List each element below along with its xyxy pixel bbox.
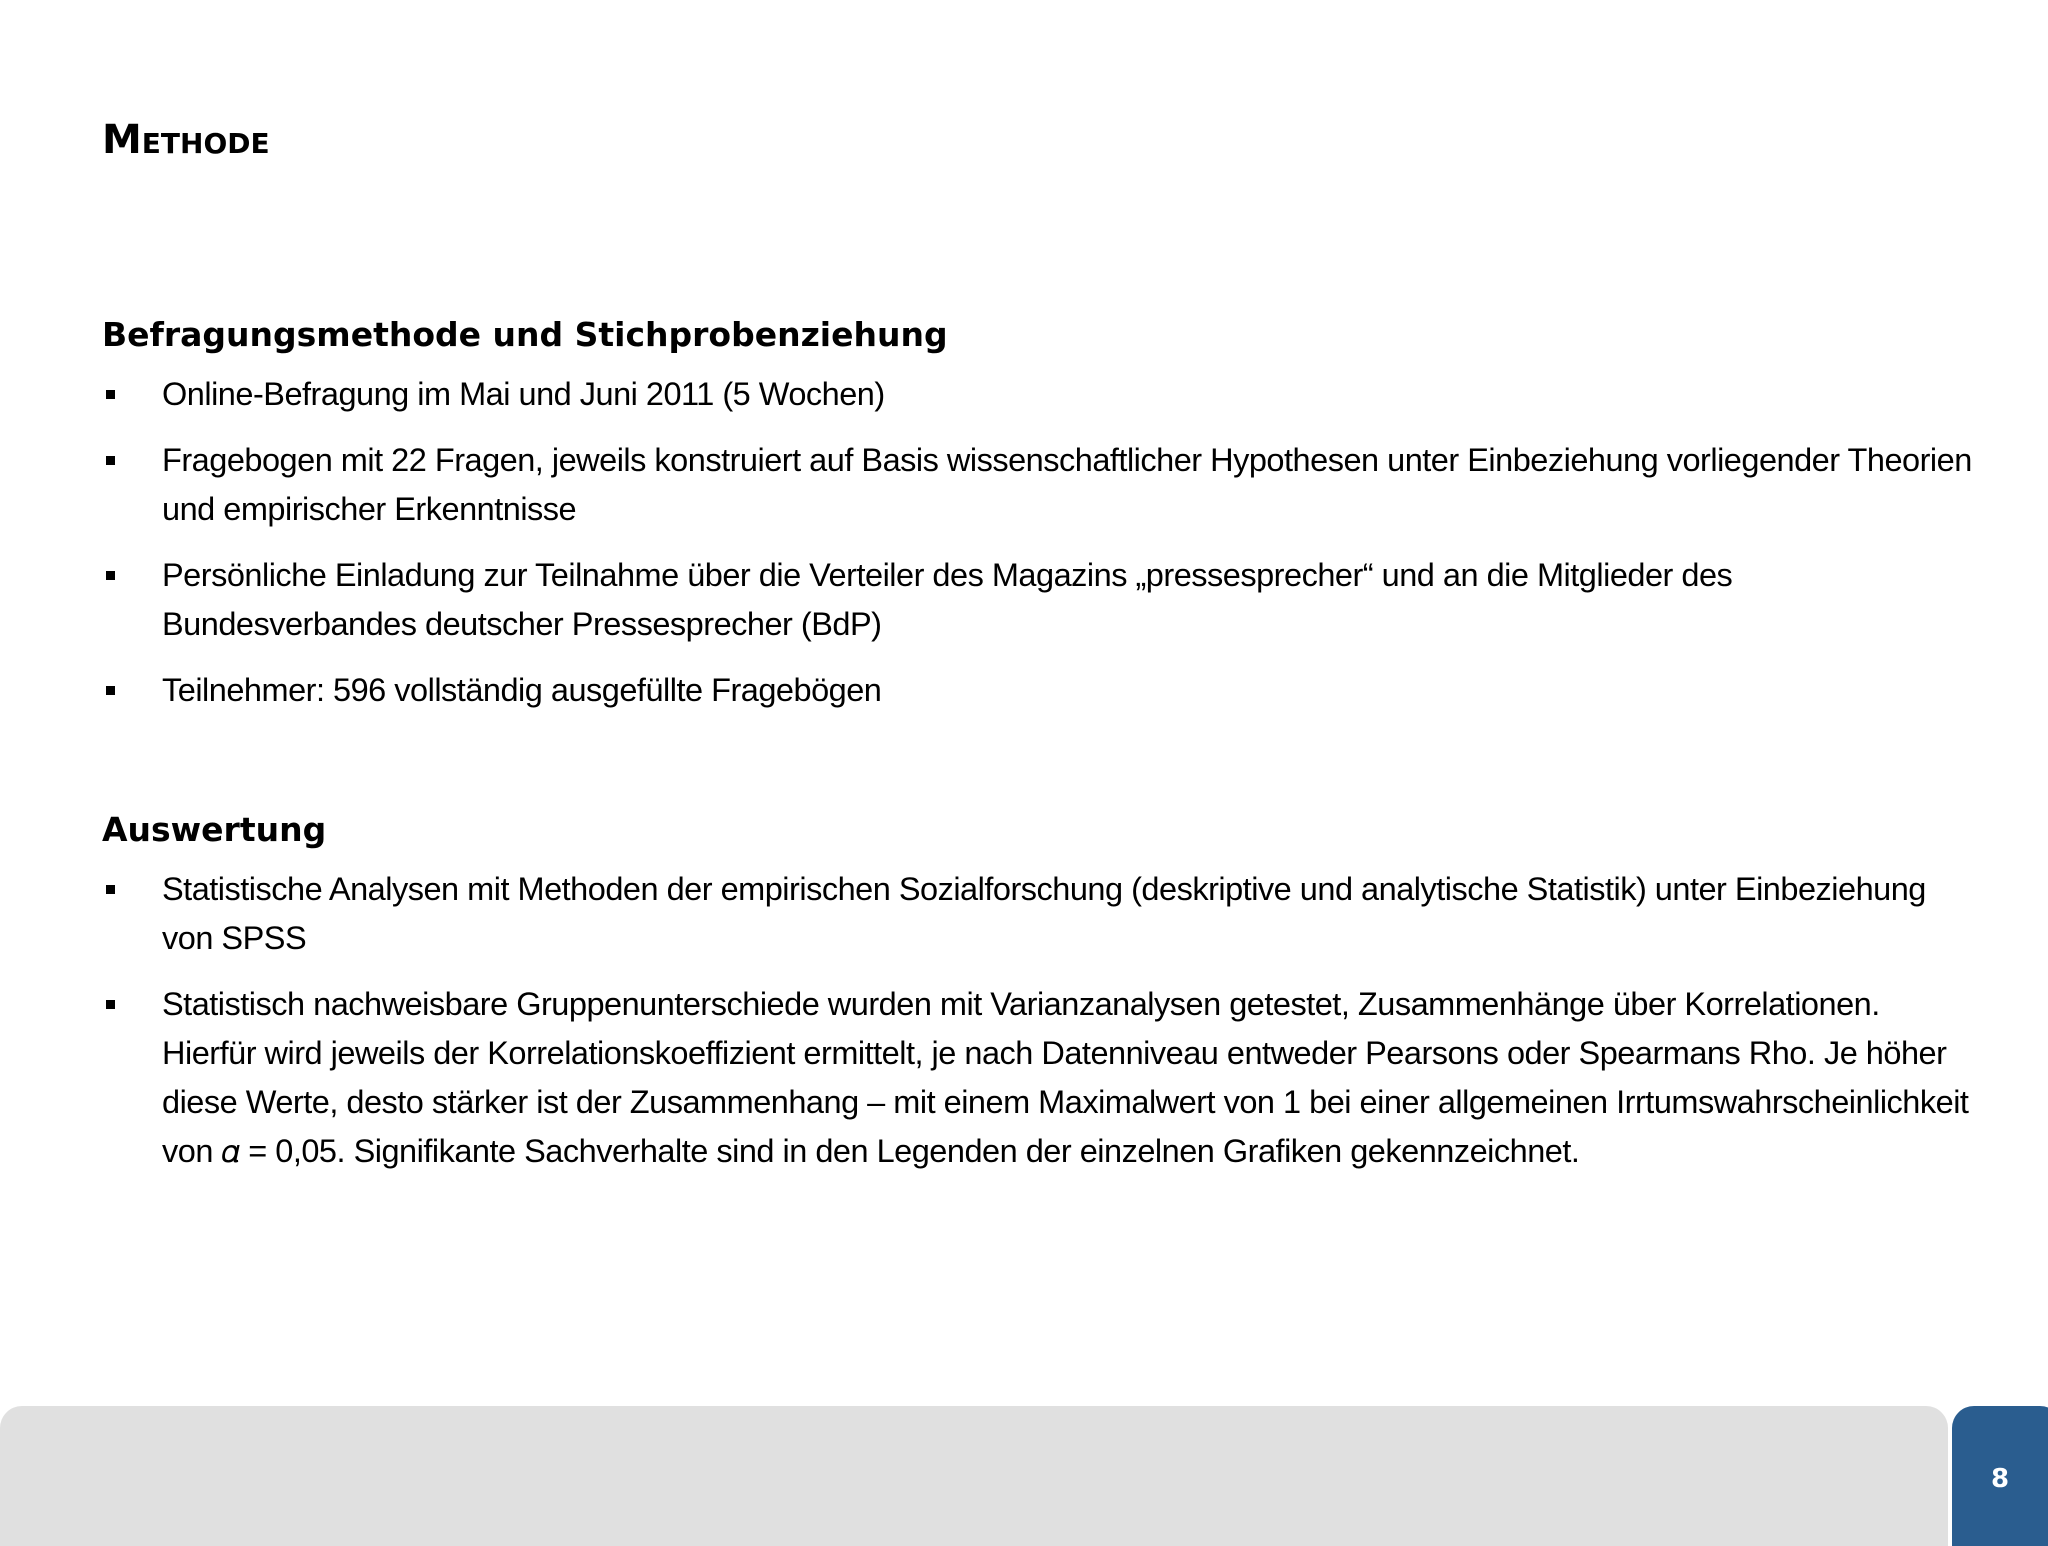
square-bullet-icon [106, 456, 115, 465]
list-item-text: Online-Befragung im Mai und Juni 2011 (5 Wochen) [162, 376, 885, 412]
page-number: 8 [1990, 1464, 2010, 1494]
list-item [102, 436, 1982, 534]
list-item-text: Statistische Analysen mit Methoden der empirischen Sozialforschung (deskriptive und analytische Statistik) unter Einbeziehung von SPSS [162, 871, 1926, 956]
list-item [102, 980, 1982, 1176]
list-item-text: Statistisch nachweisbare Gruppenunterschiede wurden mit Varianzanalysen getestet, Zusammenhänge über Korrelationen. Hierfür wird jeweils der Korrelationskoeffizient ermittelt, je nach Datenniveau entweder Pearsons oder Spearmans Rho. Je höher diese Werte, desto stärker ist der Zusammenhang – mit einem Maximalwert von 1 bei einer allgemeinen Irrtumswahrscheinlichkeit von 𝛼 = 0,05. Signifikante Sachverhalte sind in den Legenden der einzelnen Grafiken gekennzeichnet. [162, 986, 1969, 1169]
bullet-list [102, 865, 1982, 1176]
square-bullet-icon [106, 686, 115, 695]
bullet-list [102, 370, 1982, 715]
footer-bar [0, 1406, 1948, 1546]
page-title: Methode [102, 117, 270, 163]
square-bullet-icon [106, 571, 115, 580]
square-bullet-icon [106, 885, 115, 894]
square-bullet-icon [106, 390, 115, 399]
section-heading: Befragungsmethode und Stichprobenziehung [102, 315, 948, 354]
list-item [102, 865, 1982, 963]
list-item-text: Persönliche Einladung zur Teilnahme über die Verteiler des Magazins „pressesprecher“ und an die Mitglieder des Bundesverbandes deutscher Pressesprecher (BdP) [162, 557, 1733, 642]
section-survey-method [102, 310, 1982, 732]
list-item-text: Fragebogen mit 22 Fragen, jeweils konstruiert auf Basis wissenschaftlicher Hypothesen unter Einbeziehung vorliegender Theorien und empirischer Erkenntnisse [162, 442, 1972, 527]
list-item [102, 666, 1982, 715]
list-item-text: Teilnehmer: 596 vollständig ausgefüllte Fragebögen [162, 672, 882, 708]
section-heading: Auswertung [102, 810, 327, 849]
list-item [102, 370, 1982, 419]
list-item [102, 551, 1982, 649]
section-evaluation [102, 805, 1982, 1193]
square-bullet-icon [106, 1000, 115, 1009]
